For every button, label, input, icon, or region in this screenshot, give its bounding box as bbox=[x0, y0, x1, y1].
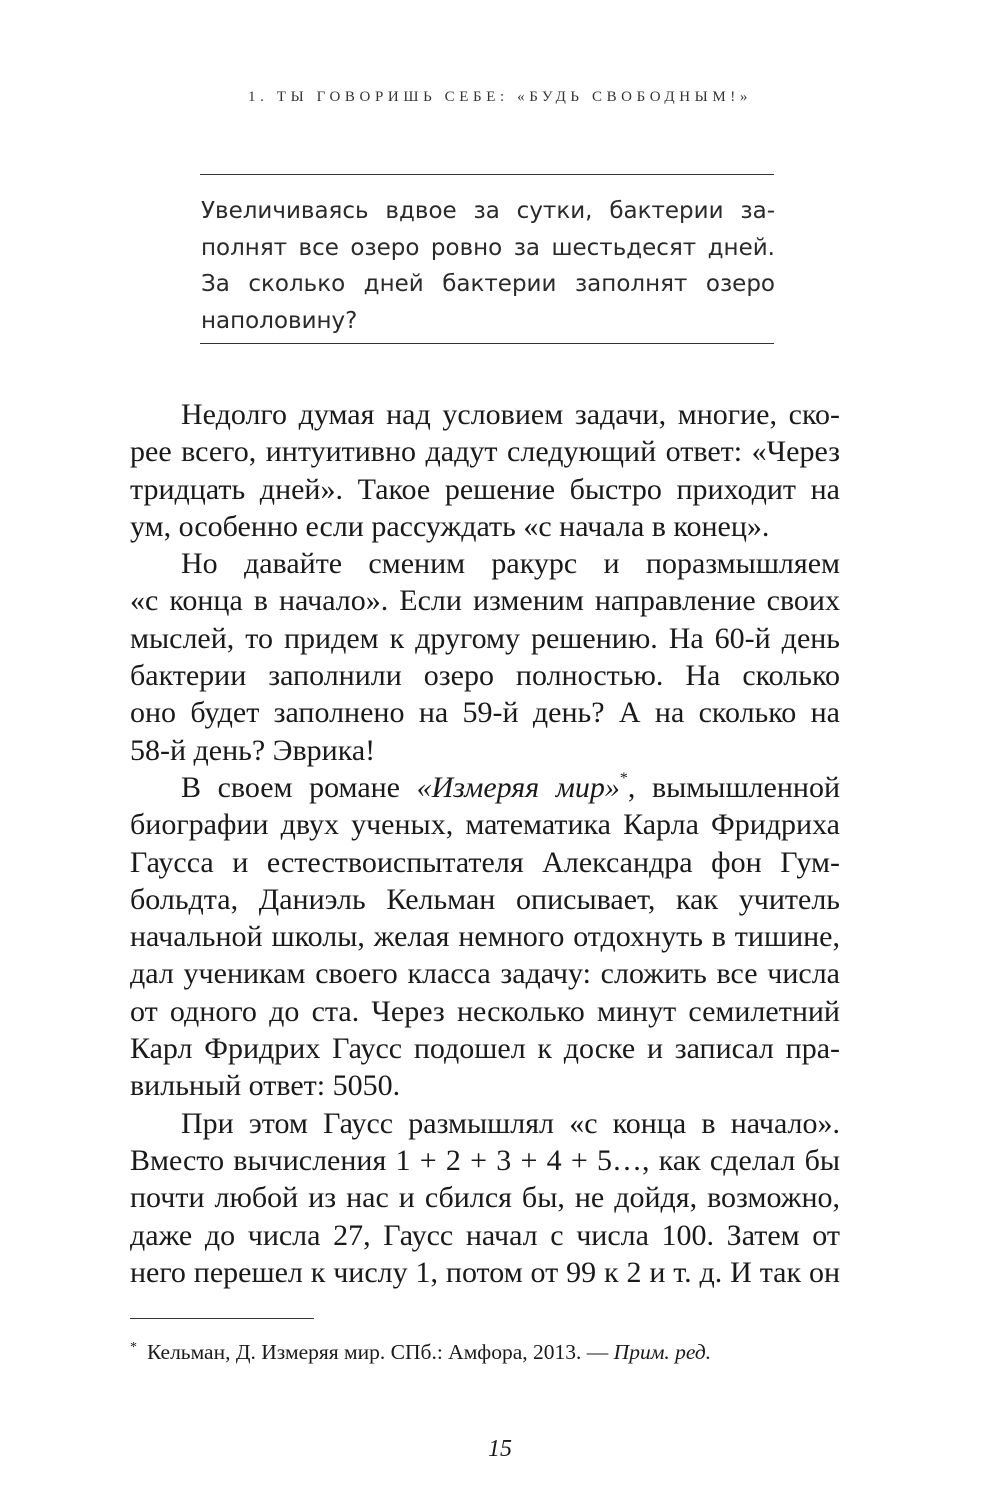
text-line: рее всего, интуитивно дадут следующий ответ: «Через bbox=[130, 435, 840, 469]
text-line: мыслей, то придем к другому решению. На 60-й день bbox=[130, 621, 840, 655]
text-line: почти любой из нас и сбился бы, не дойдя, возможно, bbox=[130, 1181, 840, 1215]
callout-line: За сколько дней бактерии заполнят озеро bbox=[201, 271, 775, 297]
callout-line: Увеличиваясь вдвое за сутки, бактерии за- bbox=[201, 198, 775, 224]
text-line: При этом Гаусс размышлял «с конца в начало». bbox=[181, 1106, 840, 1140]
text-line: 58-й день? Эврика! bbox=[130, 733, 376, 767]
footnote-rule bbox=[130, 1318, 314, 1319]
text-fragment: , вымышленной bbox=[627, 770, 840, 804]
footnote-editor-note: Прим. ред. bbox=[613, 1340, 712, 1364]
main-text bbox=[130, 396, 840, 1291]
text-line: Недолго думая над условием задачи, многие, ско- bbox=[181, 398, 840, 431]
callout-line: наполовину? bbox=[201, 307, 358, 334]
text-line: «с конца в начало». Если изменим направление своих bbox=[130, 584, 840, 618]
text-line: начальной школы, желая немного отдохнуть в тишине, bbox=[130, 920, 840, 954]
footnote-text: Кельман, Д. Измеряя мир. СПб.: Амфора, 2013. — bbox=[147, 1340, 614, 1364]
callout-bottom-rule bbox=[200, 343, 774, 344]
footnote-mark: * bbox=[130, 1340, 137, 1355]
text-line: бактерии заполнили озеро полностью. На сколько bbox=[130, 659, 840, 693]
callout-box bbox=[201, 193, 775, 339]
text-line: оно будет заполнено на 59-й день? А на сколько на bbox=[130, 696, 840, 730]
text-line: ум, особенно если рассуждать «с начала в конец». bbox=[130, 509, 770, 543]
text-line-with-title bbox=[130, 769, 840, 806]
text-line: от одного до ста. Через несколько минут семилетний bbox=[130, 994, 840, 1028]
text-line: больдта, Даниэль Кельман описывает, как учитель bbox=[130, 882, 840, 916]
callout-line: полнят все озеро ровно за шестьдесят дней. bbox=[201, 234, 775, 261]
text-line: Вместо вычисления 1 + 2 + 3 + 4 + 5…, как сделал бы bbox=[130, 1143, 840, 1177]
text-line: Но давайте сменим ракурс и поразмышляем bbox=[181, 547, 840, 581]
text-line: биографии двух ученых, математика Карла Фридриха bbox=[130, 808, 840, 842]
text-line: вильный ответ: 5050. bbox=[130, 1069, 401, 1103]
running-head: 1. ТЫ ГОВОРИШЬ СЕБЕ: «БУДЬ СВОБОДНЫМ!» bbox=[248, 89, 752, 105]
footnote bbox=[130, 1334, 830, 1366]
text-line: тридцать дней». Такое решение быстро приходит на bbox=[130, 472, 840, 506]
text-line: него перешел к числу 1, потом от 99 к 2 и т. д. И так он bbox=[130, 1255, 840, 1289]
callout-top-rule bbox=[200, 174, 774, 175]
text-line: Карл Фридрих Гаусс подошел к доске и записал пра- bbox=[130, 1032, 840, 1066]
text-line: даже до числа 27, Гаусс начал с числа 100. Затем от bbox=[130, 1218, 840, 1252]
text-line: дал ученикам своего класса задачу: сложить все числа bbox=[130, 957, 840, 991]
page-number: 15 bbox=[488, 1436, 512, 1462]
text-line: Гаусса и естествоиспытателя Александра фон Гум- bbox=[130, 845, 840, 879]
footnote-reference[interactable]: * bbox=[619, 769, 628, 787]
book-title: «Измеряя мир» bbox=[416, 770, 620, 804]
text-fragment: В своем романе bbox=[181, 770, 417, 804]
